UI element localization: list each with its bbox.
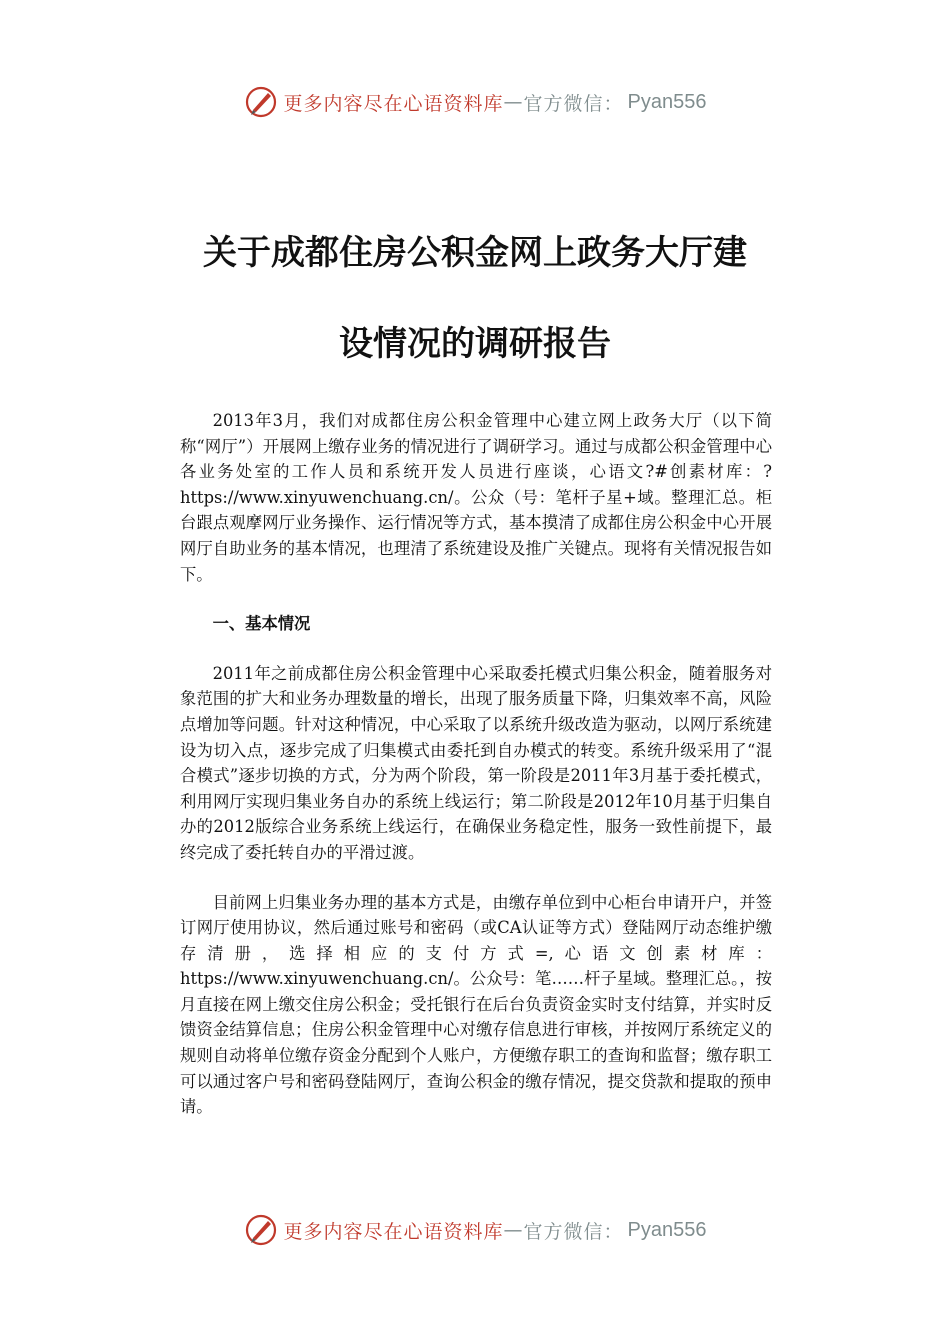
banner-wechat-id: Pyan556 <box>627 90 707 113</box>
footer-banner <box>0 1210 950 1250</box>
document-title-line1: 关于成都住房公积金网上政务大厅建 <box>203 233 747 273</box>
paragraph-current-method: 目前网上归集业务办理的基本方式是，由缴存单位到中心柜台申请开户，并签订网厅使用协议，然后通过账号和密码（或CA认证等方式）登陆网厅动态维护缴存清册，选择相应的支付方式=,心语文创素材库：https://www.xinyuwenchuang.cn/。公众号：笔……杆子星域。整理汇总。，按月直接在网上缴交住房公积金；受托银行在后台负责资金实时支付结算，并实时反馈资金结算信息；住房公积金管理中心对缴存信息进行审核，并按网厅系统定义的规则自动将单位缴存资金分配到个人账户，方便缴存职工的查询和监督；缴存职工可以通过客户号和密码登陆网厅，查询公积金的缴存情况，提交贷款和提取的预申请。 <box>180 892 772 1117</box>
banner-wechat-label: 官方微信： <box>523 1220 624 1243</box>
pen-logo-icon <box>244 85 278 119</box>
pen-logo-icon <box>244 1213 278 1247</box>
header-banner <box>0 82 950 122</box>
paragraph-intro: 2013年3月，我们对成都住房公积金管理中心建立网上政务大厅（以下简称“网厅”）开展网上缴存业务的情况进行了调研学习。通过与成都公积金管理中心各业务处室的工作人员和系统开发人员进行座谈，心语文?#创素材库：?https://www.xinyuwenchuang.cn/。公众（号：笔杆子星+域。整理汇总。柜台跟点观摩网厅业务操作、运行情况等方式，基本摸清了成都住房公积金中心开展网厅自助业务的基本情况，也理清了系统建设及推广关键点。现将有关情况报告如下。 <box>180 411 772 584</box>
document-body <box>180 408 772 1120</box>
document-title-line2: 设情况的调研报告 <box>339 324 611 364</box>
section-heading-basic: 一、基本情况 <box>212 614 311 634</box>
paragraph-background: 2011年之前成都住房公积金管理中心采取委托模式归集公积金，随着服务对象范围的扩大和业务办理数量的增长，出现了服务质量下降，归集效率不高，风险点增加等问题。针对这种情况，中心采取了以系统升级改造为驱动，以网厅系统建设为切入点，逐步完成了归集模式由委托到自办模式的转变。系统升级采用了“混合模式”逐步切换的方式，分为两个阶段，第一阶段是2011年3月基于委托模式，利用网厅实现归集业务自办的系统上线运行；第二阶段是2012年10月基于归集自办的2012版综合业务系统上线运行，在确保业务稳定性，服务一致性前提下，最终完成了委托转自办的平滑过渡。 <box>180 663 772 862</box>
banner-wechat-label: 官方微信： <box>523 92 624 115</box>
banner-wechat-id: Pyan556 <box>627 1218 707 1241</box>
banner-main-text: 更多内容尽在心语资料库 <box>283 1220 504 1243</box>
banner-dash: — <box>503 91 524 113</box>
banner-dash: — <box>503 1219 524 1241</box>
banner-main-text: 更多内容尽在心语资料库 <box>283 92 504 115</box>
